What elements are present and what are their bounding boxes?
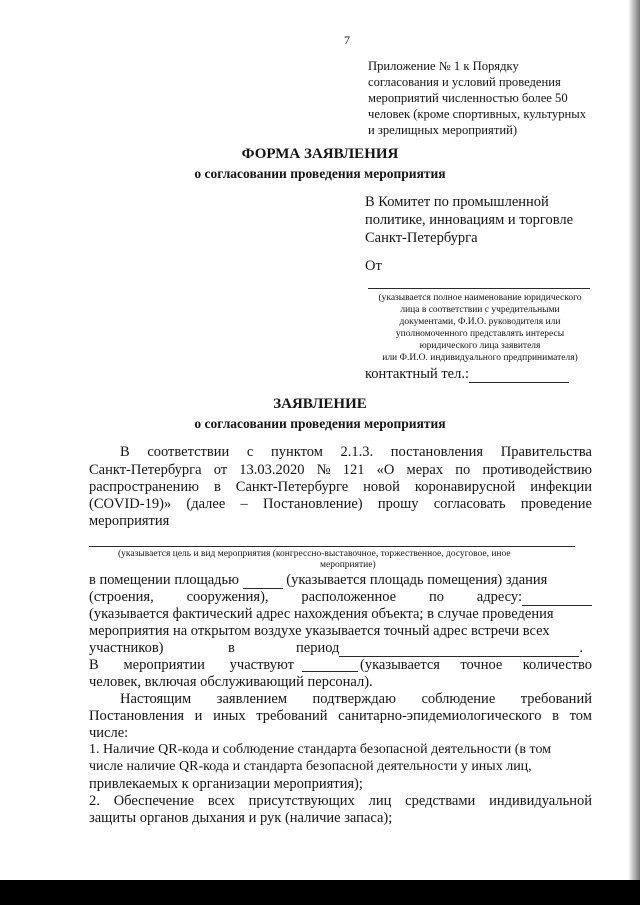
confirm-line: Постановления и иных требований санитарно-эпидемиологического в том [89, 708, 592, 724]
applicant-note: (указывается полное наименование юридического [378, 293, 582, 303]
page-number: 7 [344, 33, 350, 47]
appendix-line: и зрелищных мероприятий) [368, 123, 518, 137]
addressee-line: Санкт-Петербурга [365, 230, 478, 246]
applicant-note: уполномоченного представлять интересы [395, 329, 565, 339]
event-note: (указывается цель и вид мероприятия (конгрессно-выставочное, торжественное, досуговое, иное [118, 549, 511, 559]
list-item: привлекаемых к организации мероприятия); [89, 776, 363, 792]
confirm-line: Настоящим заявлением подтверждаю соблюдение требований [120, 691, 592, 707]
area-field[interactable] [243, 574, 283, 589]
venue-line: (указывается фактический адрес нахождения объекта; в случае проведения [89, 606, 554, 622]
addressee-line: В Комитет по промышленной [365, 194, 549, 210]
venue-line: человек, включая обслуживающий персонал). [89, 674, 373, 690]
form-title: ФОРМА ЗАЯВЛЕНИЯ [241, 146, 399, 162]
paragraph-line: мероприятия [89, 513, 170, 529]
scan-shadow [628, 0, 640, 905]
contact-phone-row [365, 366, 569, 383]
applicant-note: лица в соответствии с учредительными [400, 305, 560, 315]
venue-line: (указывается точное количество [360, 657, 592, 673]
venue-line: участников) [89, 640, 164, 656]
appendix-line: Приложение № 1 к Порядку [368, 59, 519, 73]
paragraph-line: Санкт-Петербурга от 13.03.2020 № 121 «О мерах по противодействию [89, 462, 592, 478]
venue-line: (строения, сооружения), расположенное по адресу: [89, 589, 592, 606]
contact-label: контактный тел.: [365, 366, 470, 382]
form-subtitle: о согласовании проведения мероприятия [194, 166, 446, 181]
venue-line: мероприятия на открытом воздухе указывается точный адрес встречи всех [89, 623, 550, 639]
list-item: защиты органов дыхания и рук (наличие запаса); [89, 810, 393, 826]
applicant-blank-line [368, 288, 590, 289]
period-row: период . [296, 640, 584, 656]
applicant-note: документами, Ф.И.О. руководителя или [399, 317, 561, 327]
paragraph-line: В соответствии с пунктом 2.1.3. постановления Правительства [120, 444, 592, 460]
statement-title: ЗАЯВЛЕНИЕ [273, 396, 367, 412]
venue-line: в помещении площадью (указывается площадь помещения) здания [89, 572, 548, 588]
list-item: 1. Наличие QR-кода и соблюдение стандарта безопасной деятельности (в том [89, 742, 552, 757]
appendix-line: согласования и условий проведения [368, 75, 561, 89]
participants-field[interactable] [302, 671, 358, 672]
addressee-line: политике, инновациям и торговле [365, 212, 574, 228]
venue-line: в [228, 640, 235, 656]
period-field[interactable] [339, 642, 579, 657]
event-blank-line [89, 546, 575, 547]
paragraph-line: (COVID-19)» (далее – Постановление) прошу согласовать проведение [89, 496, 592, 512]
paragraph-line: распространению в Санкт-Петербурге новой коронавирусной инфекции [89, 479, 592, 495]
venue-line: В мероприятии участвуют [89, 657, 294, 673]
event-note: мероприятие) [320, 560, 376, 570]
applicant-note: или Ф.И.О. индивидуального предпринимателя) [382, 353, 578, 363]
scan-bottom-border [0, 880, 640, 905]
address-field[interactable] [522, 591, 592, 606]
from-label: От [365, 258, 382, 274]
appendix-line: мероприятий численностью более 50 [368, 91, 568, 105]
statement-subtitle: о согласовании проведения мероприятия [194, 416, 446, 431]
confirm-line: числе: [89, 725, 129, 741]
appendix-line: человек (кроме спортивных, культурных [368, 107, 587, 121]
list-item: 2. Обеспечение всех присутствующих лиц средствами индивидуальной [89, 793, 592, 809]
applicant-note: юридического лица заявителя [419, 341, 541, 351]
contact-phone-field[interactable] [469, 368, 569, 383]
list-item: числе наличие QR-кода и стандарта безопасной деятельности у иных лиц, [89, 759, 532, 774]
